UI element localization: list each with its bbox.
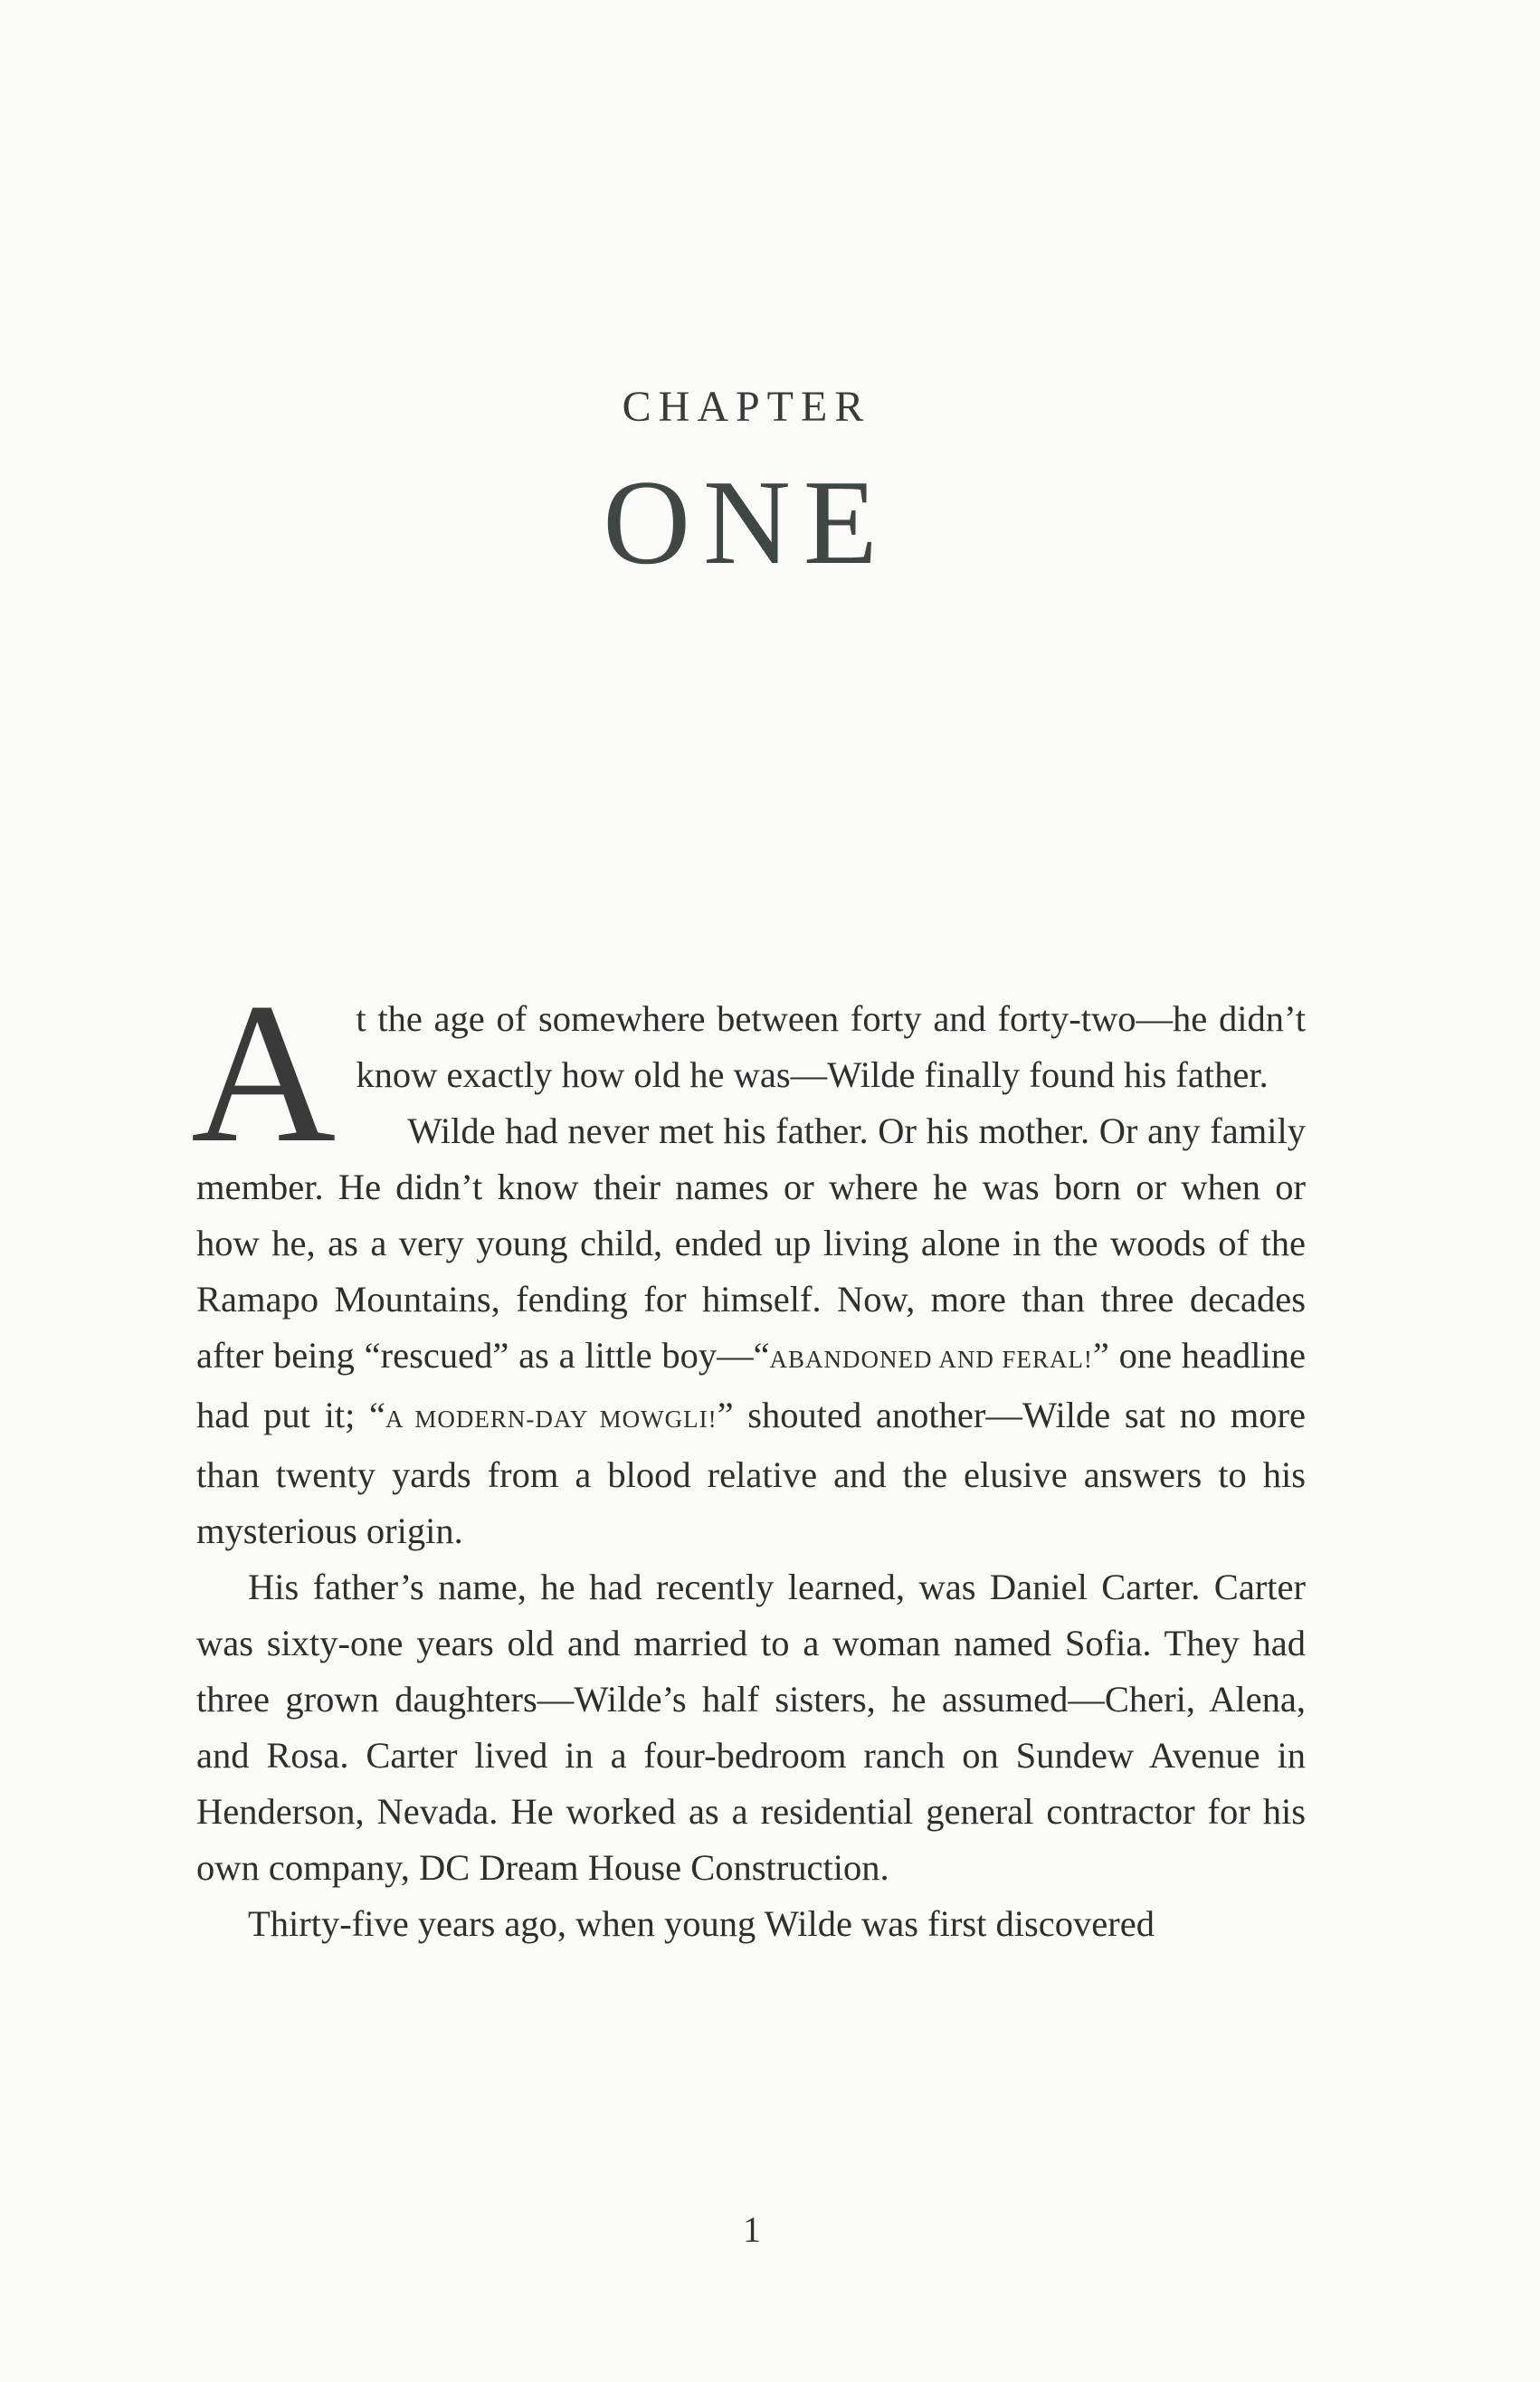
headline-modern-mowgli: A MODERN-DAY MOWGLI!	[385, 1405, 718, 1433]
paragraph-2-text-c: ” shouted another—Wilde sat no more than twenty yards from a blood relative and the elusive answers to his mysterious origin.	[196, 1395, 1306, 1551]
paragraph-1	[191, 962, 1306, 1185]
chapter-body	[191, 962, 1306, 1952]
paragraph-2-text-a: Wilde had never met his father. Or his mother. Or any family member. He didn’t know their names or where he was born or when or how he, as a very young child, ended up living alone in the woods of the Ramapo Mountains, fending for himself. Now, more than three decades after being “rescued” as a little boy—“	[196, 1110, 1306, 1376]
paragraph-3: His father’s name, he had recently learned, was Daniel Carter. Carter was sixty-one years old and married to a woman named Sofia. They had three grown daughters—Wilde’s half sisters, he assumed—Cheri, Alena, and Rosa. Carter lived in a four-bedroom ranch on Sundew Avenue in Henderson, Nevada. He worked as a residential general contractor for his own company, DC Dream House Construction.	[196, 1567, 1306, 1888]
paragraph-4: Thirty-five years ago, when young Wilde was first discovered	[248, 1903, 1155, 1944]
drop-cap: A	[191, 962, 337, 1185]
headline-abandoned-feral: ABANDONED AND FERAL!	[769, 1346, 1093, 1373]
paragraph-2	[196, 1103, 1306, 1559]
chapter-label: CHAPTER	[622, 383, 871, 431]
paragraph-2-text-b: ” one headline had put it; “	[196, 1335, 1306, 1435]
paragraph-1-text: t the age of somewhere between forty and forty-two—he didn’t know exactly how old he was—Wilde finally found his father.	[356, 998, 1306, 1095]
page-number: 1	[743, 2209, 761, 2250]
chapter-number: ONE	[603, 455, 890, 589]
